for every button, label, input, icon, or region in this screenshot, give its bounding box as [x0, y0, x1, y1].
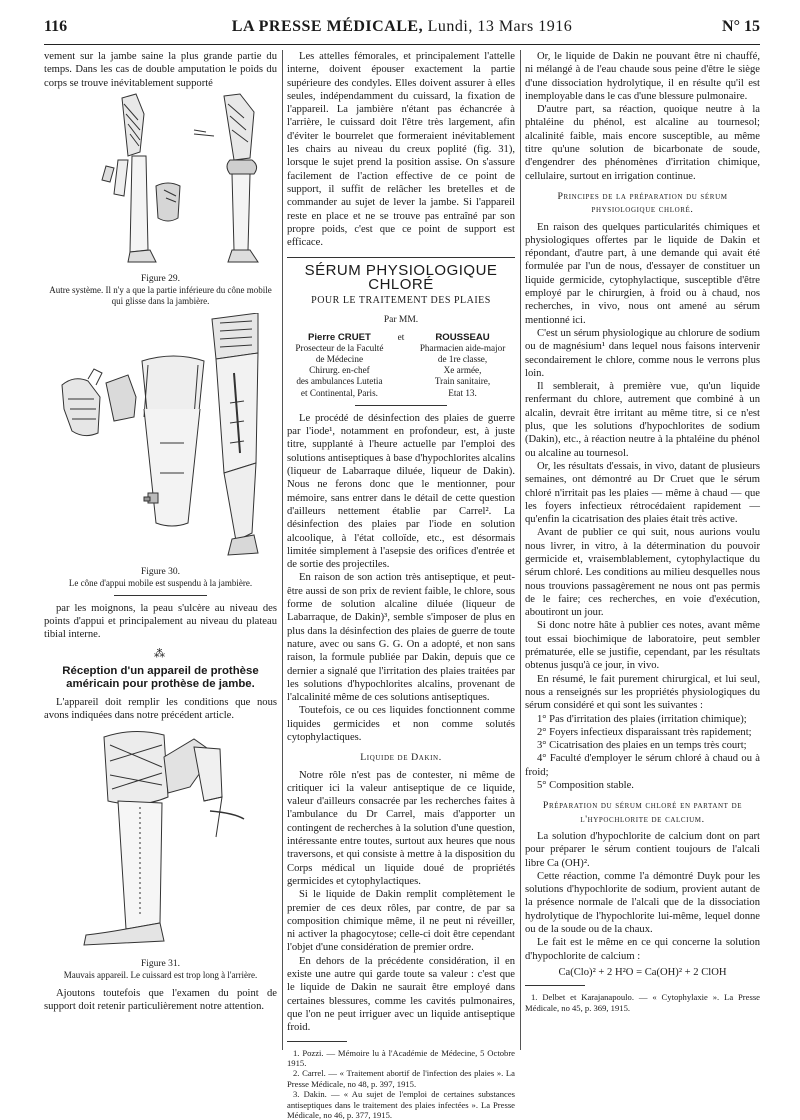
issue-number: N° 15 [722, 18, 760, 35]
author-2 [410, 332, 515, 399]
authors [287, 332, 515, 399]
divider [287, 257, 515, 258]
paragraph: En raison de son action très antiseptique, et peut-être aussi de son prix de revient faible, le chlore, sous forme de solution alcaline diluée (liqueur de Labarraque, de Dakin)³, semble s'imposer de plus en plus dans la désinfection des plaies de guerre de toute nature, avec ou sans G. G. On a adopté, et non sans raison, la formule publiée par Dakin, depuis que ce dernier a signalé que l'irritation des plaies traitées par les solutions d'hypochlorites alcalins, provenant de l'alcalinité même de ces solutions antiseptiques. [287, 572, 515, 704]
section-title-principes: Principes de la préparation du sérum physiologique chloré. [557, 190, 728, 216]
paragraph: Ajoutons toutefois que l'examen du point de support doit retenir particulièrement notre attention. [44, 987, 277, 1012]
paragraph: En résumé, le fait purement chirurgical, et lui seul, nous a renseignés sur les propriétés physiologiques du sérum considéré et qui sont les suivantes : [525, 673, 760, 712]
author-1-title: de Médecine [315, 354, 364, 365]
figure-30 [44, 313, 277, 589]
paragraph: D'autre part, sa réaction, quoique neutre à la phtaléine du phénol, est alcaline au tournesol; alcalinité faible, mais encore susceptible, au même titre qu'une solution de bicarbonate de soude, d'engendrer des phénomènes d'irritation chimique, cellulaire, surtout en irrigation continue. [525, 104, 760, 182]
paragraph: L'appareil doit remplir les conditions que nous avons indiquées dans notre précédent article. [44, 697, 277, 722]
author-2-name: ROUSSEAU [435, 331, 490, 343]
author-1-title: des ambulances Lutetia [296, 376, 383, 387]
footnote-rule [287, 1041, 347, 1042]
paragraph: Cette réaction, comme l'a démontré Duyk pour les solutions d'hypochlorite de sodium, provient autant de la présence normale de l'alcali que de la dissociation hydrolytique de l'hypochlorite lui-même, lequel donne ou de la soude ou de la chaux. [525, 870, 760, 935]
footnotes [525, 992, 760, 1013]
footnote: 1. Pozzi. — Mémoire lu à l'Académie de Médecine, 5 Octobre 1915. [287, 1047, 515, 1068]
paragraph: En raison des quelques particularités chimiques et physiologiques offertes par le liquide de Dakin et répondant, d'autre part, à une demande qui avait été formulée par l'un de nous, d'essayer de constituer un liquide germicide, cytophylactique, susceptible d'être employé par le chirurgien, à froid ou à chaud, nos recherches, in vivo, nous ont amené au sérum mentionné ici. [525, 221, 760, 326]
figure-31-number: Figure 31. [140, 958, 181, 969]
list-item: 5° Composition stable. [537, 780, 634, 792]
author-conjunction: et [397, 331, 405, 342]
chemical-formula: Ca(Clo)² + 2 H²O = Ca(OH)² + 2 ClOH [558, 966, 727, 978]
author-2-title: Pharmacien aide-major [419, 342, 506, 353]
footnotes [287, 1048, 515, 1120]
figure-30-illustration [44, 313, 277, 565]
figure-29-illustration [44, 90, 277, 272]
section-title-reception: Réception d'un appareil de prothèse américain pour prothèse de jambe. [62, 665, 259, 691]
column-divider [520, 50, 521, 1050]
author-2-title: Xe armée, [443, 365, 482, 376]
author-1-title: Chirurg. en-chef [309, 365, 370, 376]
header-rule [44, 44, 760, 45]
masthead [44, 18, 760, 36]
author-1-title: Prosecteur de la Faculté [295, 342, 384, 353]
divider [114, 595, 207, 596]
figure-29-number: Figure 29. [140, 273, 181, 284]
author-1-name: Pierre CRUET [307, 331, 371, 343]
paragraph: Le fait est le même en ce qui concerne la solution d'hypochlorite de calcium : [525, 937, 760, 962]
section-title-dakin: Liquide de Dakin. [360, 752, 442, 764]
paragraph: Les attelles fémorales, et principalement l'attelle interne, doivent épouser exactement la partie supérieure des condyles. Elles doivent assurer à elles seules, indépendamment du cuissard, la fixation de l'appareil. La jambière n'étant pas échancrée à l'arrière, le cuissard doit l'être très largement, afin d'éviter le bourrelet que formeraient inévitablement les chairs au niveau du creux poplité (fig. 31), lorsque le sujet prend la position assise. On s'assure facilement de l'action effective de ce point de support, il suffit de relâcher les bretelles et de commander au sujet de lever la jambe. Si l'appareil reste en place et ne se trouve pas entraîné par son propre poids, c'est que ce point de support est efficace. [287, 51, 515, 249]
list-item: 2° Foyers infectieux disparaissant très rapidement; [537, 726, 752, 738]
column-2 [287, 50, 515, 1120]
author-2-title: de 1re classe, [437, 354, 488, 365]
paragraph: Notre rôle n'est pas de contester, ni même de critiquer ici la valeur antiseptique de ce liquide, valeur d'ailleurs consacrée par les recherches faites à l'ambulance du Dr Carrel, mais d'apporter un contingent de recherches à la solution d'une question, intéressante entre toutes, surtout aux heures que nous traversons, et qui consiste à mettre à la disposition du Corps médical un liquide doué de propriétés germicides et cytophylactiques. [287, 769, 515, 887]
figure-31-caption: Mauvais appareil. Le cuissard est trop long à l'arrière. [63, 969, 258, 980]
paragraph: par les moignons, la peau s'ulcère au niveau des points d'appui et principalement au niveau du plateau tibial interne. [44, 602, 277, 641]
list-item: 1° Pas d'irritation des plaies (irritation chimique); [537, 713, 747, 725]
paragraph: Avant de publier ce qui suit, nous aurions voulu nous livrer, in vitro, à la détermination du pouvoir germicide et, vraisemblablement, cytophylactique du sérum chloré. Les conditions au milieu desquelles nous nous trouvions passagèrement ne nous ont pas permis de le faire; ces recherches, en voie d'exécution, aboutiront un jour. [525, 527, 760, 619]
author-1-title: et Continental, Paris. [300, 387, 378, 398]
paragraph: Si le liquide de Dakin remplit complètement le premier de ces deux rôles, par contre, de par sa composition chimique même, il ne peut ni réveiller, ni activer la phagocytose; celle-ci doit être cependant l'objet d'une considération de premier ordre. [287, 889, 515, 954]
figure-29 [44, 90, 277, 307]
paragraph: Il semblerait, à première vue, qu'un liquide renfermant du chlore, autrement que combiné à un alcalin, devrait être irritant au même titre, si ce n'est plus, que les solutions d'hypochlorites de sodium (Dakin), etc., à réaction neutre à la phtaléine du phénol ou alcaline au tournesol. [525, 381, 760, 459]
paragraph: vement sur la jambe saine la plus grande partie du temps. Dans les cas de double amputation le poids du corps se trouve inévitablement supporté [44, 51, 277, 89]
figure-30-caption: Le cône d'appui mobile est suspendu à la jambière. [68, 577, 253, 588]
byline-intro: Par MM. [383, 315, 419, 326]
column-divider [282, 50, 283, 1050]
paragraph: La solution d'hypochlorite de calcium dont on part pour préparer le sérum contient toujours de l'alcali libre Ca (OH)². [525, 830, 760, 869]
page-header [44, 18, 760, 40]
section-ornament: ⁂ [154, 647, 167, 660]
divider [355, 405, 446, 406]
footnote: 3. Dakin. — « Au sujet de l'emploi de certaines substances antiseptiques dans le traitement des plaies infectées ». La Presse Médicale, no 46, p. 377, 1915. [287, 1089, 515, 1120]
article-subtitle: POUR LE TRAITEMENT DES PLAIES [311, 295, 491, 307]
masthead-date: Lundi, 13 Mars 1916 [423, 18, 573, 35]
paragraph: Or, les résultats d'essais, in vivo, datant de plusieurs semaines, ont démontré au Dr Cruet que le sérum chloré n'irritait pas les plaies — même à chaud — que les foyers infectieux rétrocédaient rapidement — qu'enfin la cicatrisation des plaies était très active. [525, 460, 760, 526]
list-item: 4° Faculté d'employer le sérum chloré à chaud ou à froid; [525, 753, 760, 778]
article-title: SÉRUM PHYSIOLOGIQUE CHLORÉ [304, 262, 498, 293]
page-number: 116 [44, 18, 68, 35]
paragraph: Le procédé de désinfection des plaies de guerre par l'iode¹, notamment en profondeur, est, à juste titre, supplanté à l'heure actuelle par l'emploi des solutions antiseptiques à base d'hypochlorites alcalins (liqueur de Labarraque diluée, liqueur de Dakin). Nous ne ferons donc que le mentionner, pour mémoire, sans entrer dans le détail de cette question d'ailleurs nettement établie par Carrel². La désinfection des plaies par l'iode en solution alcoolique, à l'état colloïde, etc., est désormais limitée simplement à l'asepsie des orifices d'entrée et de sortie des projectiles. [287, 412, 515, 571]
figure-31 [44, 727, 277, 981]
paragraph: En dehors de la précédente considération, il en existe une autre qui garde toute sa valeur : c'est que le liquide de Dakin ne saurait être employé dans certaines blessures, comme les cavités pulmonaires, que l'on ne peut irriguer avec un liquide antiseptique froid. [287, 955, 515, 1034]
paragraph: Toutefois, ce ou ces liquides fonctionnent comme liquides germicides et non comme solutés cytophylactiques. [287, 705, 515, 743]
footnote-rule [525, 985, 585, 986]
author-1 [287, 332, 392, 399]
list-item: 3° Cicatrisation des plaies en un temps très court; [537, 740, 747, 752]
figure-29-caption: Autre système. Il n'y a que la partie inférieure du cône mobile qui glisse dans la jambière. [49, 284, 272, 306]
column-3 [525, 50, 760, 1060]
figure-30-number: Figure 30. [140, 566, 181, 577]
figure-31-illustration [44, 727, 277, 957]
paragraph: Or, le liquide de Dakin ne pouvant être ni chauffé, ni mélangé à de l'eau chaude sous peine d'être le siège d'une dissociation hydrolytique, il en résulte qu'il est inemployable dans le cas d'une blessure pulmonaire. [525, 51, 760, 102]
author-2-title: Etat 13. [448, 387, 477, 398]
section-title-preparation: Préparation du sérum chloré en partant de l'hypochlorite de calcium. [542, 800, 743, 825]
paragraph: C'est un sérum physiologique au chlorure de sodium ou de magnésium¹ dans lequel nous faisons intervenir secondairement le chlore, comme nous le verrons plus loin. [525, 327, 760, 379]
footnote: 1. Delbet et Karajanapoulo. — « Cytophylaxie ». La Presse Médicale, no 45, p. 369, 1915. [525, 992, 760, 1013]
paragraph: Si donc notre hâte à publier ces notes, avant même tout essai biochimique de laboratoire, peut sembler prématurée, elle se justifie, cependant, par les résultats obtenus jusqu'à ce jour, in vivo. [525, 620, 760, 672]
footnote: 2. Carrel. — « Traitement abortif de l'infection des plaies ». La Presse Médicale, no 48, p. 397, 1915. [287, 1068, 515, 1089]
author-2-title: Train sanitaire, [434, 376, 491, 387]
column-1 [44, 50, 277, 1050]
masthead-title: LA PRESSE MÉDICALE, [231, 18, 424, 35]
